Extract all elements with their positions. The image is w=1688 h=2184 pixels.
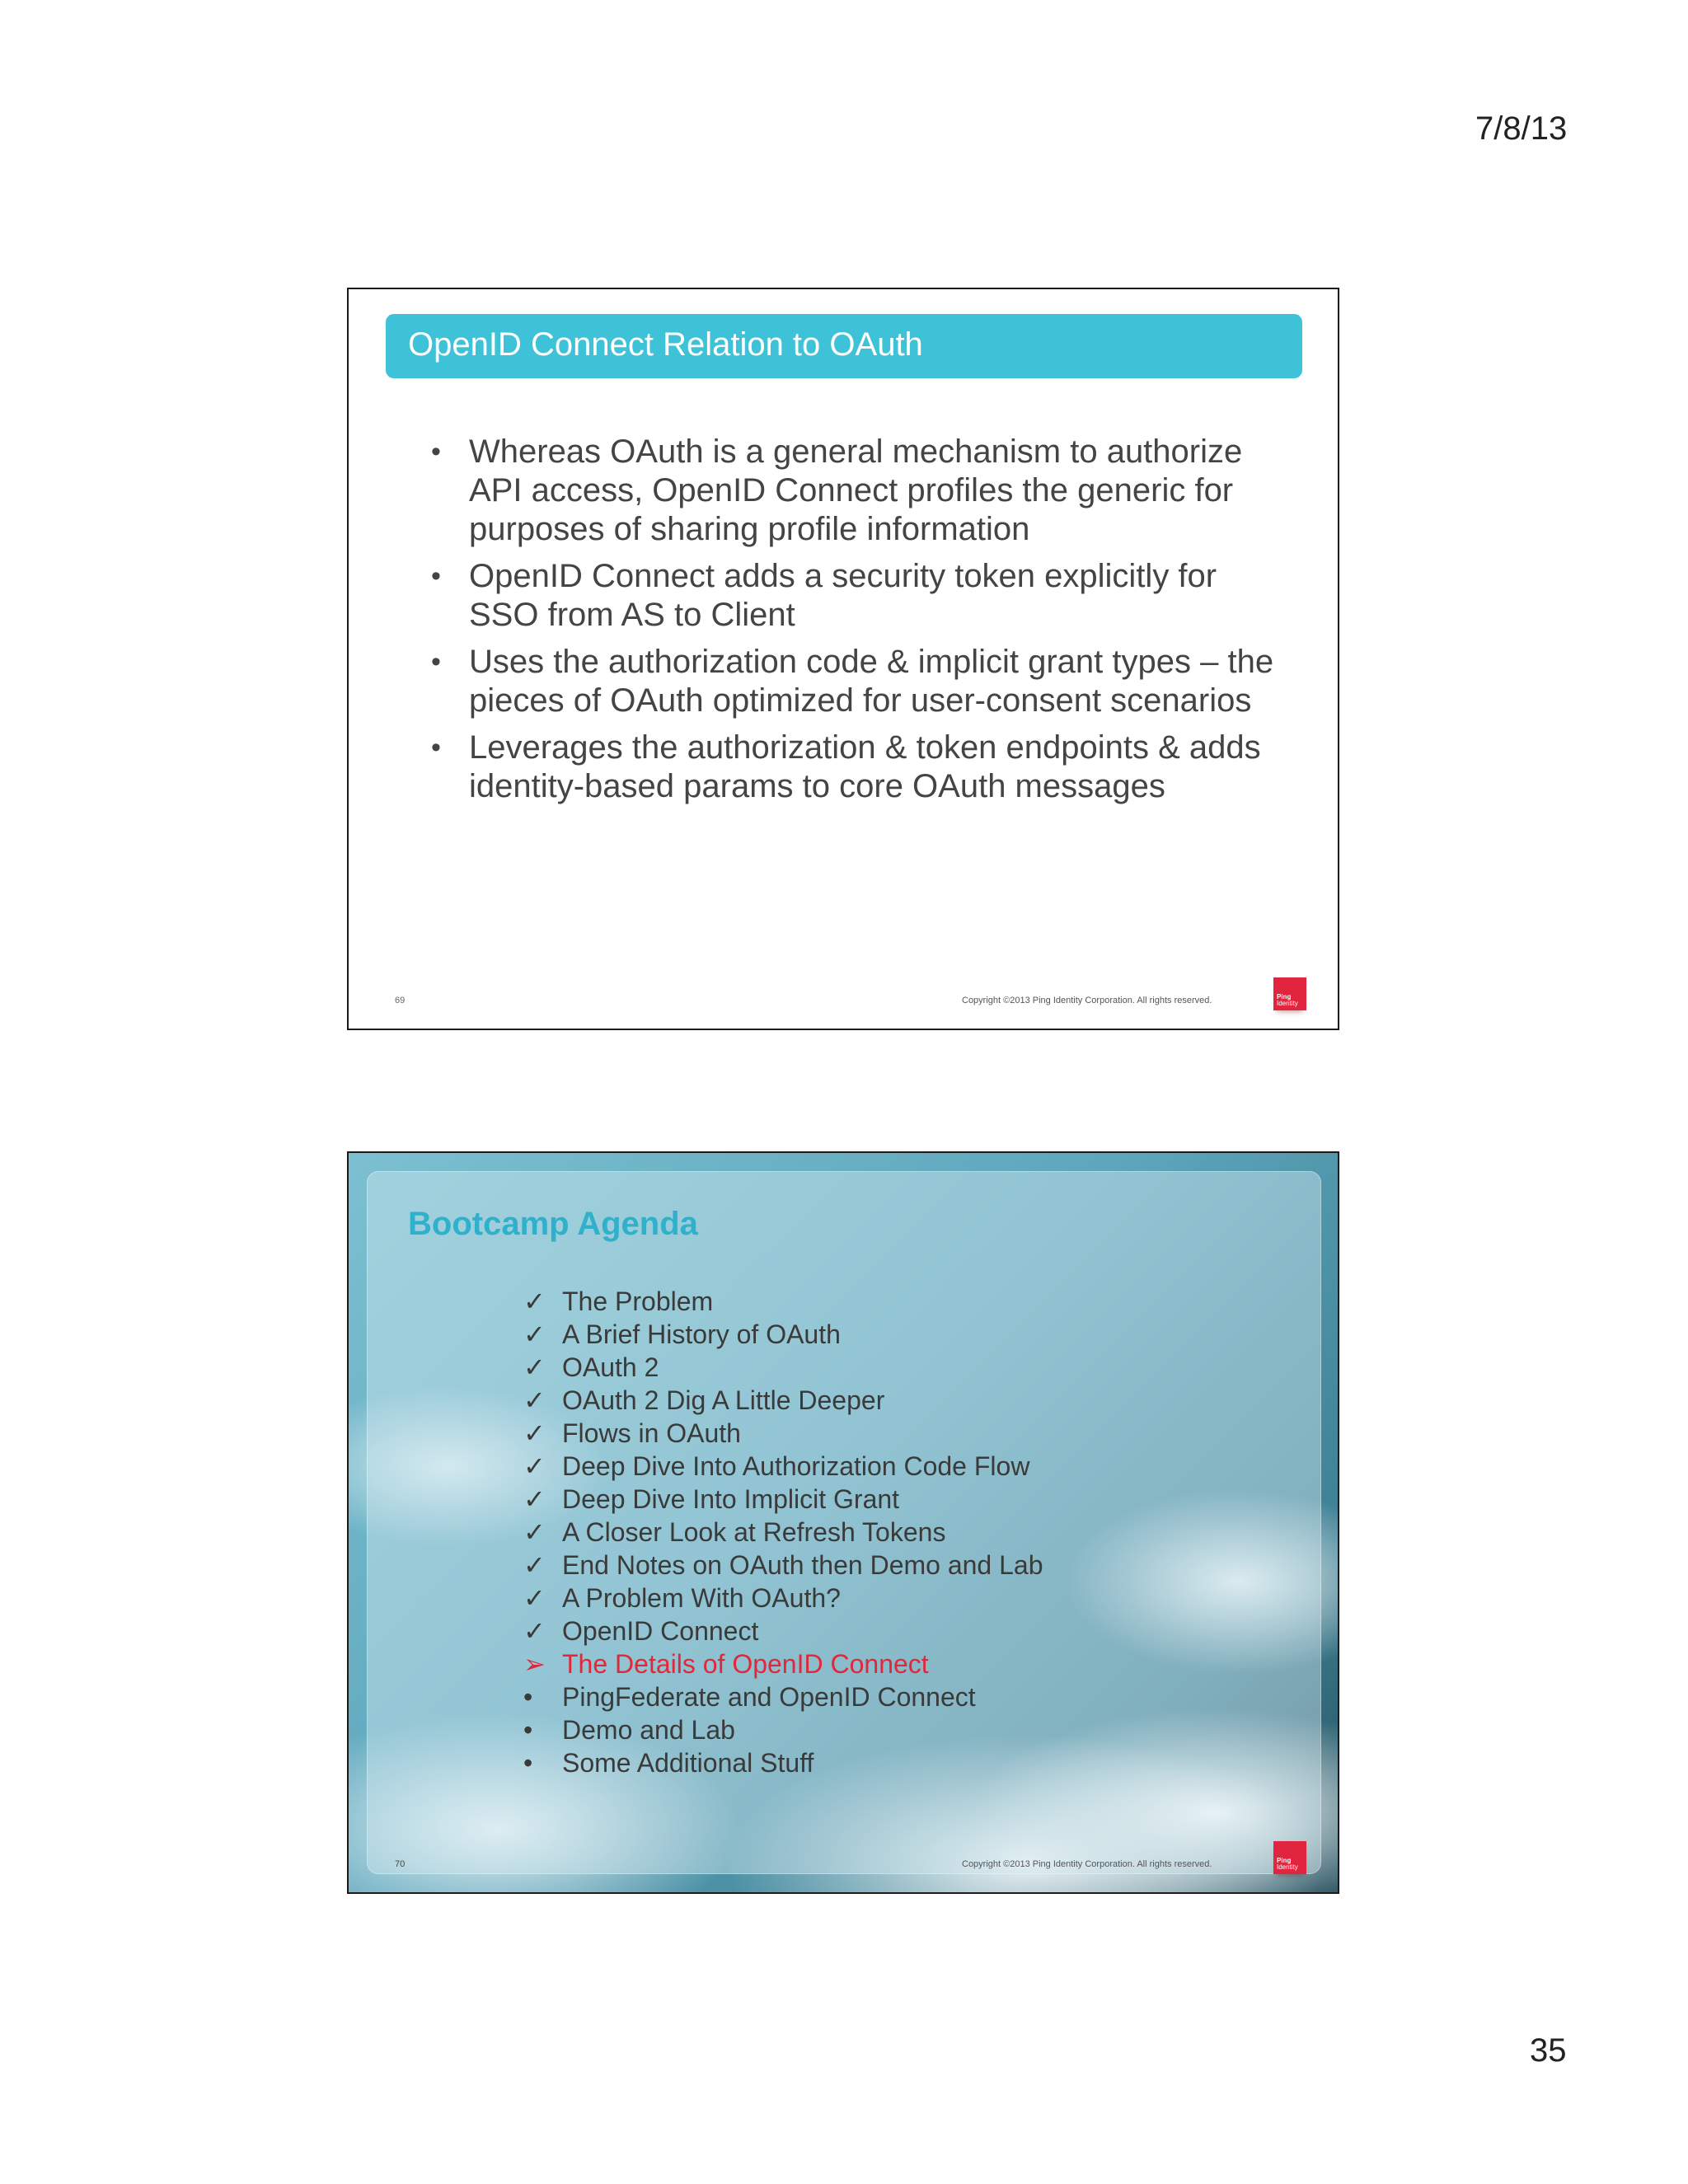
checkmark-icon: ✓ xyxy=(523,1319,546,1349)
bullet-icon: • xyxy=(523,1748,533,1778)
agenda-item-label: Some Additional Stuff xyxy=(562,1748,814,1778)
agenda-item-label: OAuth 2 Dig A Little Deeper xyxy=(562,1385,885,1415)
bullet-item xyxy=(431,557,1288,635)
slide-title: Bootcamp Agenda xyxy=(408,1206,698,1242)
slide-title-bar xyxy=(386,314,1302,378)
bullet-text: Whereas OAuth is a general mechanism to authorize API access, OpenID Connect profiles the generic for purposes of sharing profile information xyxy=(469,434,1243,547)
bullet-icon: • xyxy=(523,1682,533,1712)
agenda-item-label: Deep Dive Into Authorization Code Flow xyxy=(562,1451,1030,1481)
agenda-item xyxy=(523,1647,1043,1680)
bullet-icon: • xyxy=(431,646,441,677)
agenda-item xyxy=(523,1285,1043,1318)
logo-line1: Ping xyxy=(1277,1857,1292,1864)
agenda-item-label: End Notes on OAuth then Demo and Lab xyxy=(562,1550,1043,1580)
checkmark-icon: ✓ xyxy=(523,1418,546,1448)
slide-bootcamp-agenda xyxy=(347,1151,1339,1894)
bullet-icon: • xyxy=(431,560,441,592)
agenda-item xyxy=(523,1450,1043,1483)
checkmark-icon: ✓ xyxy=(523,1484,546,1514)
agenda-item-label: Flows in OAuth xyxy=(562,1418,741,1448)
agenda-item xyxy=(523,1615,1043,1647)
logo-line1: Ping xyxy=(1277,993,1292,1001)
agenda-item xyxy=(523,1680,1043,1713)
slide-openid-connect-relation xyxy=(347,288,1339,1030)
agenda-item-label: PingFederate and OpenID Connect xyxy=(562,1682,976,1712)
agenda-item xyxy=(523,1746,1043,1779)
agenda-item xyxy=(523,1549,1043,1582)
logo-line2: Identity xyxy=(1277,1863,1298,1871)
agenda-item xyxy=(523,1351,1043,1384)
ping-identity-logo xyxy=(1273,977,1306,1010)
agenda-item-label: OpenID Connect xyxy=(562,1616,759,1646)
agenda-item-label: A Problem With OAuth? xyxy=(562,1583,841,1613)
checkmark-icon: ✓ xyxy=(523,1583,546,1613)
agenda-item xyxy=(523,1417,1043,1450)
agenda-item-label: The Details of OpenID Connect xyxy=(562,1649,929,1679)
agenda-item xyxy=(523,1516,1043,1549)
bullet-text: OpenID Connect adds a security token explicitly for SSO from AS to Client xyxy=(469,558,1217,633)
bullet-item xyxy=(431,643,1288,720)
ping-identity-logo xyxy=(1273,1841,1306,1874)
checkmark-icon: ✓ xyxy=(523,1616,546,1646)
agenda-item-label: A Closer Look at Refresh Tokens xyxy=(562,1517,946,1547)
checkmark-icon: ✓ xyxy=(523,1352,546,1382)
arrow-pointer-icon: ➢ xyxy=(523,1649,546,1679)
logo-line2: Identity xyxy=(1277,1000,1298,1007)
bullet-icon: • xyxy=(431,436,441,467)
agenda-item xyxy=(523,1483,1043,1516)
agenda-panel xyxy=(367,1171,1321,1874)
bullet-item xyxy=(431,433,1288,549)
agenda-item xyxy=(523,1384,1043,1417)
slide-number: 69 xyxy=(395,996,406,1005)
agenda-list xyxy=(523,1285,1043,1779)
checkmark-icon: ✓ xyxy=(523,1550,546,1580)
bullet-text: Uses the authorization code & implicit grant types – the pieces of OAuth optimized for user-consent scenarios xyxy=(469,644,1274,719)
agenda-item xyxy=(523,1318,1043,1351)
agenda-item-label: OAuth 2 xyxy=(562,1352,659,1382)
checkmark-icon: ✓ xyxy=(523,1517,546,1547)
agenda-item-label: Deep Dive Into Implicit Grant xyxy=(562,1484,900,1514)
bullet-list xyxy=(431,433,1288,814)
bullet-text: Leverages the authorization & token endpoints & adds identity-based params to core OAuth messages xyxy=(469,729,1261,804)
checkmark-icon: ✓ xyxy=(523,1385,546,1415)
checkmark-icon: ✓ xyxy=(523,1286,546,1316)
checkmark-icon: ✓ xyxy=(523,1451,546,1481)
copyright-notice: Copyright ©2013 Ping Identity Corporation. All rights reserved. xyxy=(962,996,1212,1005)
bullet-item xyxy=(431,729,1288,806)
agenda-item xyxy=(523,1582,1043,1615)
agenda-item-label: The Problem xyxy=(562,1286,714,1316)
agenda-item-label: A Brief History of OAuth xyxy=(562,1319,841,1349)
copyright-notice: Copyright ©2013 Ping Identity Corporation. All rights reserved. xyxy=(962,1859,1212,1869)
page-date: 7/8/13 xyxy=(1475,110,1568,147)
agenda-item xyxy=(523,1713,1043,1746)
slide-title: OpenID Connect Relation to OAuth xyxy=(408,326,923,363)
agenda-item-label: Demo and Lab xyxy=(562,1715,735,1745)
bullet-icon: • xyxy=(523,1715,533,1745)
slide-number: 70 xyxy=(395,1859,406,1869)
bullet-icon: • xyxy=(431,732,441,763)
page-number: 35 xyxy=(1530,2032,1567,2069)
